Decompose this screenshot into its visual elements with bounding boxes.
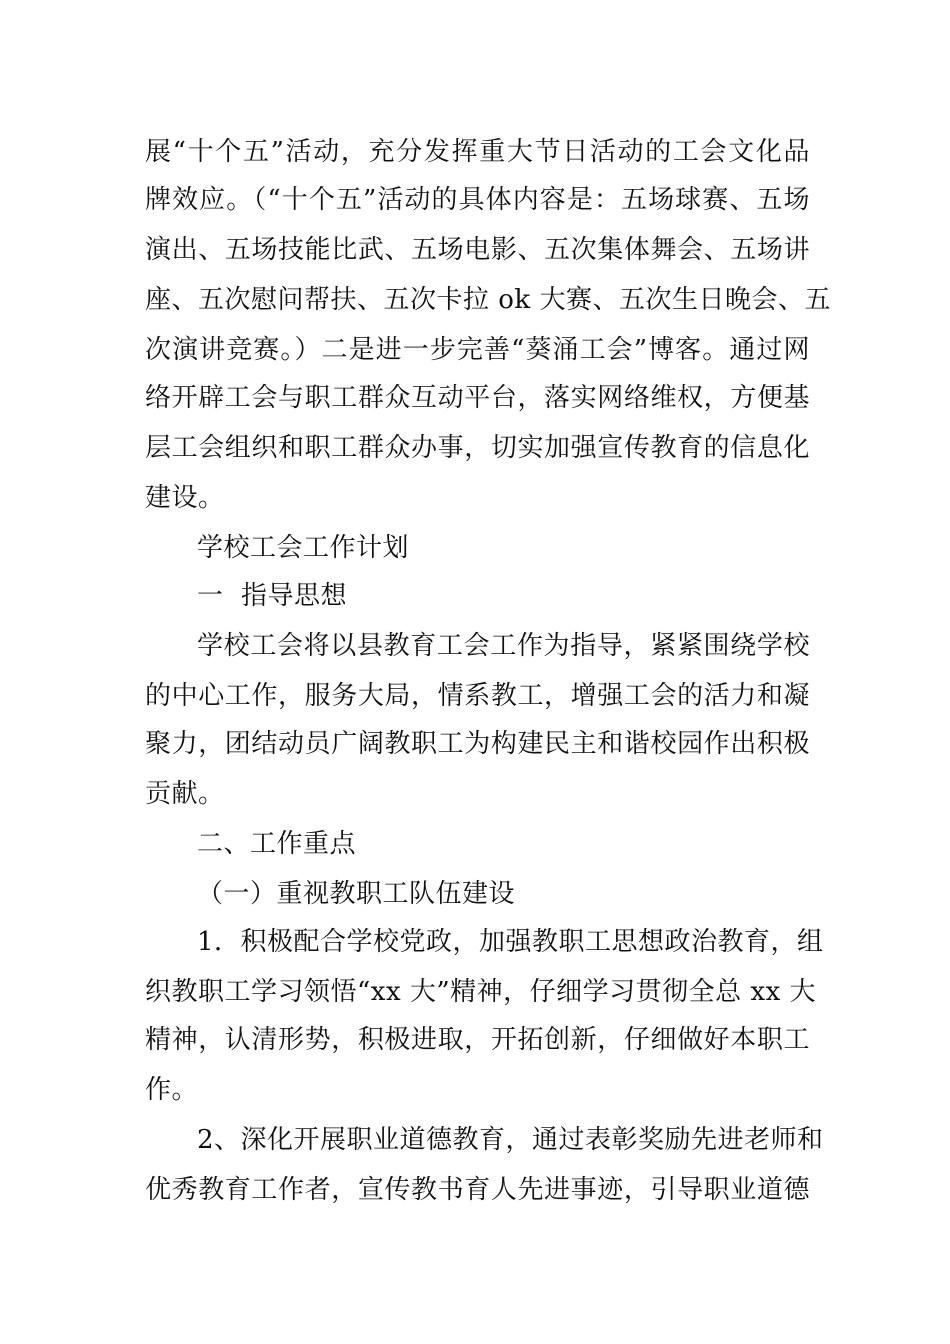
paragraph-line: 1．积极配合学校党政，加强教职工思想政治教育，组 xyxy=(197,927,824,957)
subsection-heading: （一）重视教职工队伍建设 xyxy=(197,879,516,909)
paragraph-line: 的中心工作，服务大局，情系教工，增强工会的活力和凝 xyxy=(145,681,810,711)
paragraph-line: 2、深化开展职业道德教育，通过表彰奖励先进老师和 xyxy=(197,1125,824,1155)
paragraph-line: 学校工会将以县教育工会工作为指导，紧紧围绕学校 xyxy=(197,631,810,661)
paragraph-line: 座、五次慰问帮扶、五次卡拉 ok 大赛、五次生日晚会、五 xyxy=(145,285,831,315)
paragraph-line: 织教职工学习领悟“xx 大”精神，仔细学习贯彻全总 xx 大 xyxy=(145,977,817,1007)
paragraph-line: 优秀教育工作者，宣传教书育人先进事迹，引导职业道德 xyxy=(145,1175,810,1205)
paragraph-line: 作。 xyxy=(145,1075,199,1105)
section-heading: 一 指导思想 xyxy=(197,581,348,611)
paragraph-line: 演出、五场技能比武、五场电影、五次集体舞会、五场讲 xyxy=(145,235,810,265)
paragraph-line: 次演讲竞赛。）二是进一步完善“葵涌工会”博客。通过网 xyxy=(145,335,810,365)
paragraph-line: 聚力，团结动员广阔教职工为构建民主和谐校园作出积极 xyxy=(145,729,810,759)
paragraph-line: 层工会组织和职工群众办事，切实加强宣传教育的信息化 xyxy=(145,433,810,463)
paragraph-line: 络开辟工会与职工群众互动平台，落实网络维权，方便基 xyxy=(145,383,810,413)
paragraph-line: 建设。 xyxy=(145,483,225,513)
document-title: 学校工会工作计划 xyxy=(197,533,410,563)
paragraph-line: 贡献。 xyxy=(145,779,225,809)
paragraph-line: 展“十个五”活动，充分发挥重大节日活动的工会文化品 xyxy=(145,137,810,167)
section-heading: 二、工作重点 xyxy=(197,829,357,859)
paragraph-line: 牌效应。（“十个五”活动的具体内容是：五场球赛、五场 xyxy=(145,185,810,215)
paragraph-line: 精神，认清形势，积极进取，开拓创新，仔细做好本职工 xyxy=(145,1025,810,1055)
